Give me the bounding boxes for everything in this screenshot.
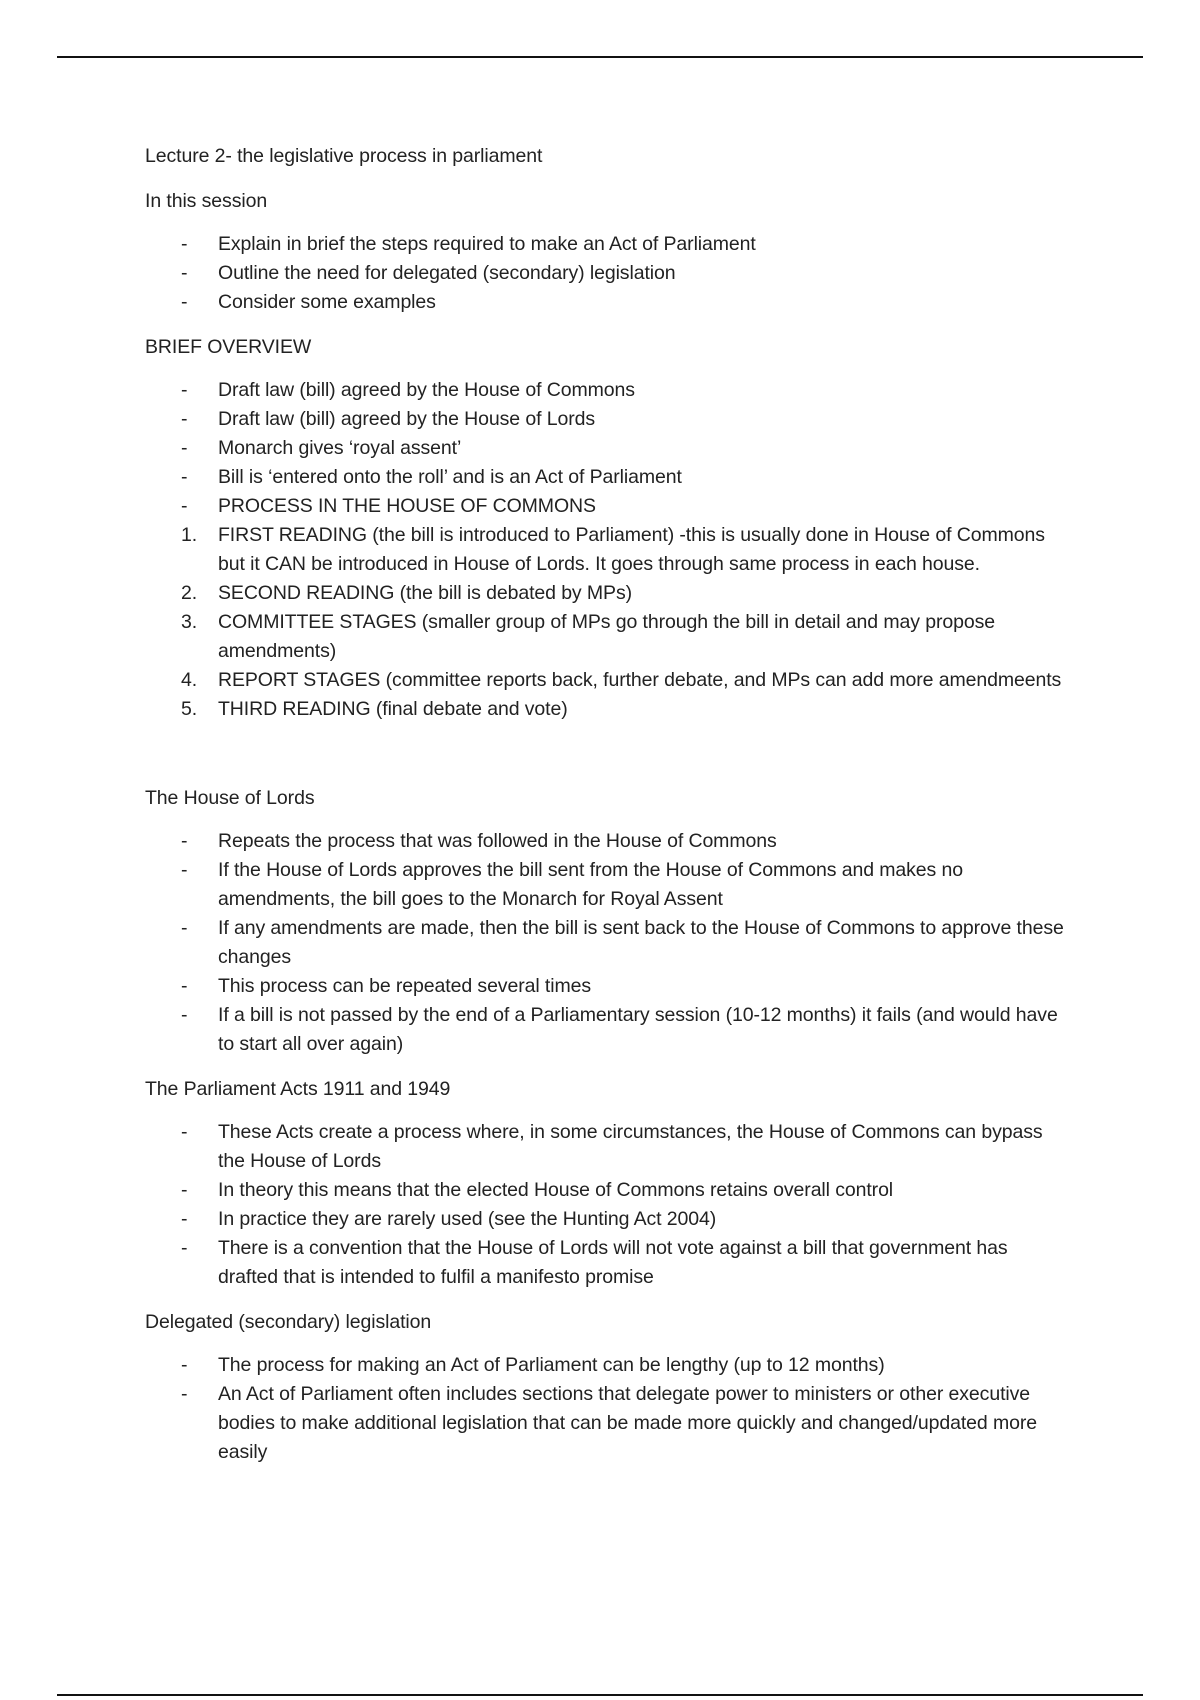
- step-number: 3.: [181, 611, 198, 633]
- bullet-marker: -: [181, 1121, 188, 1143]
- list-item: 4. REPORT STAGES (committee reports back, further debate, and MPs can add more amendmeents: [145, 666, 1065, 695]
- bullet-marker: -: [181, 233, 188, 255]
- bullet-marker: -: [181, 495, 188, 517]
- bullet-marker: -: [181, 466, 188, 488]
- lords-heading: The House of Lords: [145, 787, 315, 809]
- list-item: - If a bill is not passed by the end of a Parliamentary session (10-12 months) it fails (and would have to start all over again): [145, 1001, 1065, 1059]
- bullet-marker: -: [181, 917, 188, 939]
- bullet-marker: -: [181, 1179, 188, 1201]
- bullet-marker: -: [181, 830, 188, 852]
- step-number: 4.: [181, 669, 198, 691]
- delegated-list: [145, 1351, 1065, 1467]
- list-item: - Consider some examples: [145, 288, 1065, 317]
- document-title: Lecture 2- the legislative process in parliament: [145, 145, 543, 167]
- bullet-marker: -: [181, 1354, 188, 1376]
- list-item: - If the House of Lords approves the bill sent from the House of Commons and makes no amendments, the bill goes to the Monarch for Royal Assent: [145, 856, 1065, 914]
- list-item: 5. THIRD READING (final debate and vote): [145, 695, 1065, 724]
- delegated-heading: Delegated (secondary) legislation: [145, 1311, 432, 1333]
- list-item: - If any amendments are made, then the bill is sent back to the House of Commons to approve these changes: [145, 914, 1065, 972]
- bullet-marker: -: [181, 379, 188, 401]
- bullet-marker: -: [181, 975, 188, 997]
- bullet-marker: -: [181, 437, 188, 459]
- list-item: - An Act of Parliament often includes sections that delegate power to ministers or other executive bodies to make additional legislation that can be made more quickly and changed/updated more easily: [145, 1380, 1065, 1467]
- list-item: - Outline the need for delegated (secondary) legislation: [145, 259, 1065, 288]
- acts-heading: The Parliament Acts 1911 and 1949: [145, 1078, 451, 1100]
- overview-heading: BRIEF OVERVIEW: [145, 336, 312, 358]
- bullet-marker: -: [181, 1208, 188, 1230]
- list-item: - Draft law (bill) agreed by the House of Commons: [145, 376, 1065, 405]
- list-item: - Repeats the process that was followed in the House of Commons: [145, 827, 1065, 856]
- list-item: - In practice they are rarely used (see the Hunting Act 2004): [145, 1205, 1065, 1234]
- document-page: [145, 142, 1065, 1483]
- overview-list: [145, 376, 1065, 521]
- step-number: 1.: [181, 524, 198, 546]
- acts-list: [145, 1118, 1065, 1292]
- session-list: [145, 230, 1065, 317]
- list-item: - Monarch gives ‘royal assent’: [145, 434, 1065, 463]
- lords-list: [145, 827, 1065, 1059]
- commons-steps-list: [145, 521, 1065, 724]
- step-number: 5.: [181, 698, 198, 720]
- list-item: 1. FIRST READING (the bill is introduced to Parliament) -this is usually done in House of Commons but it CAN be introduced in House of Lords. It goes through same process in each house.: [145, 521, 1065, 579]
- list-item: - Draft law (bill) agreed by the House of Lords: [145, 405, 1065, 434]
- bullet-marker: -: [181, 291, 188, 313]
- bullet-marker: -: [181, 859, 188, 881]
- list-item: - There is a convention that the House of Lords will not vote against a bill that government has drafted that is intended to fulfil a manifesto promise: [145, 1234, 1065, 1292]
- list-item: 3. COMMITTEE STAGES (smaller group of MPs go through the bill in detail and may propose amendments): [145, 608, 1065, 666]
- list-item: - Explain in brief the steps required to make an Act of Parliament: [145, 230, 1065, 259]
- list-item: - Bill is ‘entered onto the roll’ and is an Act of Parliament: [145, 463, 1065, 492]
- bullet-marker: -: [181, 1383, 188, 1405]
- header-rule: [57, 56, 1143, 58]
- session-heading: In this session: [145, 190, 268, 212]
- bullet-marker: -: [181, 1004, 188, 1026]
- list-item: - The process for making an Act of Parliament can be lengthy (up to 12 months): [145, 1351, 1065, 1380]
- step-number: 2.: [181, 582, 198, 604]
- list-item: - This process can be repeated several times: [145, 972, 1065, 1001]
- list-item: - These Acts create a process where, in some circumstances, the House of Commons can bypass the House of Lords: [145, 1118, 1065, 1176]
- bullet-marker: -: [181, 262, 188, 284]
- list-item: 2. SECOND READING (the bill is debated by MPs): [145, 579, 1065, 608]
- list-item: - PROCESS IN THE HOUSE OF COMMONS: [145, 492, 1065, 521]
- list-item: - In theory this means that the elected House of Commons retains overall control: [145, 1176, 1065, 1205]
- footer-rule: [57, 1694, 1143, 1696]
- bullet-marker: -: [181, 1237, 188, 1259]
- bullet-marker: -: [181, 408, 188, 430]
